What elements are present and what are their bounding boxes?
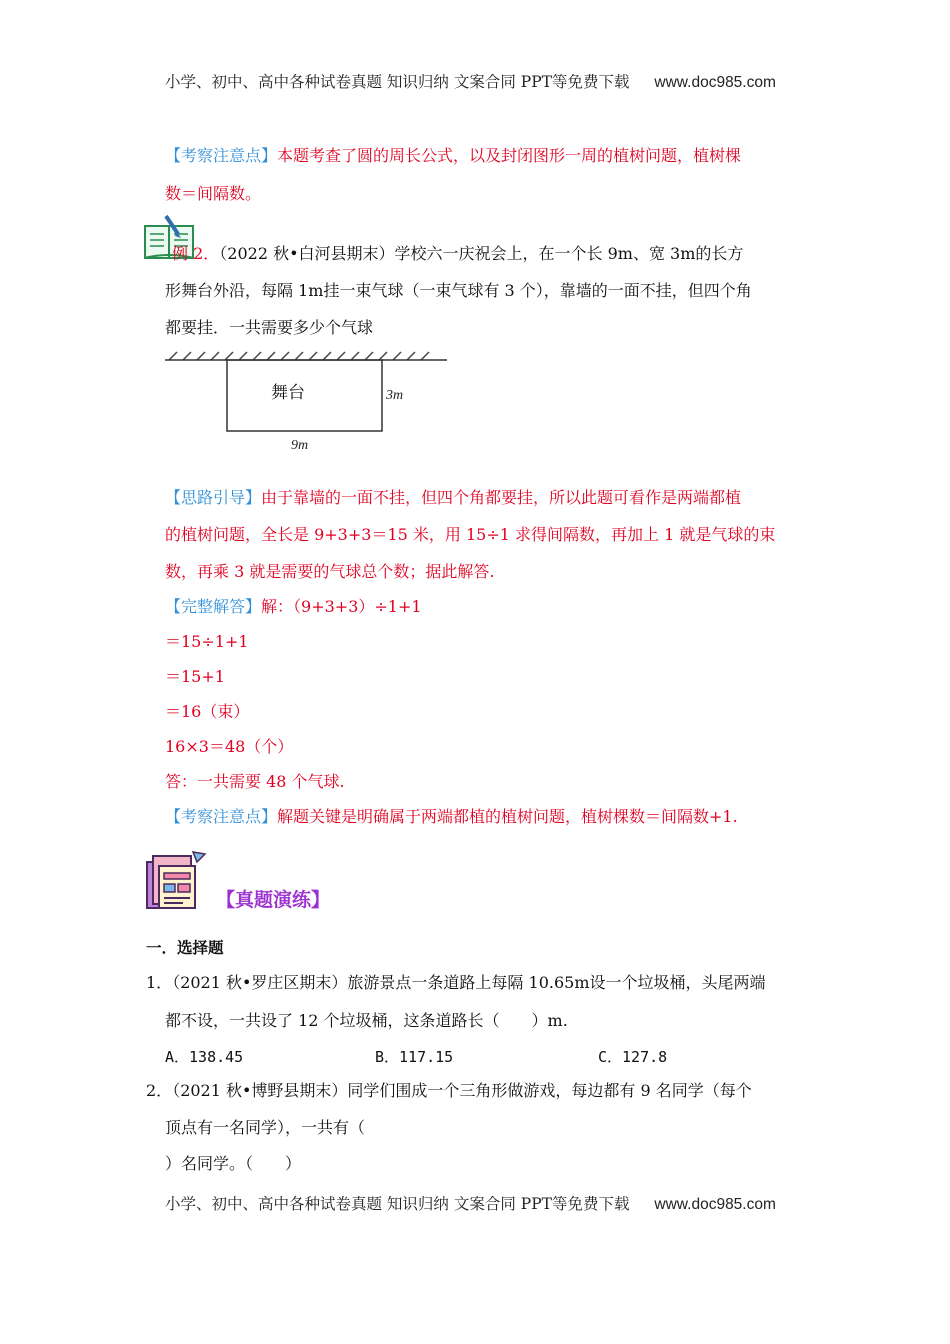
question-1-option-c[interactable]: C．127.8 — [598, 1048, 668, 1066]
note-2 — [165, 807, 738, 827]
guide-line2: 的植树问题，全长是 9+3+3＝15 米，用 15÷1 求得间隔数，再加上 1 就是气球的束 — [165, 525, 776, 544]
footer-url[interactable]: www.doc985.com — [654, 1196, 776, 1213]
guide-text-1: 由于靠墙的一面不挂，但四个角都要挂，所以此题可看作是两端都植 — [261, 488, 742, 507]
section-subtitle: 一．选择题 — [146, 938, 224, 957]
guide-line1 — [165, 488, 741, 508]
question-1-number: 1． — [146, 973, 173, 992]
page-footer — [165, 1192, 776, 1214]
question-1-option-a[interactable]: A．138.45 — [165, 1048, 244, 1066]
question-1-line2: 都不设，一共设了 12 个垃圾桶，这条道路长（ ）m. — [165, 1011, 568, 1030]
note-1 — [165, 146, 741, 166]
header-text: 小学、初中、高中各种试卷真题 知识归纳 文案合同 PPT等免费下载 — [165, 73, 630, 91]
footer-text: 小学、初中、高中各种试卷真题 知识归纳 文案合同 PPT等免费下载 — [165, 1195, 630, 1213]
example-line2: 形舞台外沿，每隔 1m挂一束气球（一束气球有 3 个），靠墙的一面不挂，但四个角 — [165, 281, 752, 300]
width-label: 9m — [291, 438, 309, 453]
guide-tag: 【思路引导】 — [165, 488, 262, 507]
question-1-line1 — [146, 973, 766, 993]
answer-line4: ＝16（束） — [165, 702, 250, 721]
answer-tag: 【完整解答】 — [165, 597, 262, 616]
guide-line3: 数，再乘 3 就是需要的气球总个数；据此解答. — [165, 562, 495, 581]
example-line1 — [172, 244, 743, 264]
section-title: 【真题演练】 — [216, 889, 331, 911]
question-2-number: 2． — [146, 1081, 173, 1100]
note-2-tag: 【考察注意点】 — [165, 807, 278, 826]
example-line3: 都要挂．一共需要多少个气球 — [165, 318, 374, 337]
answer-text-1: 解：（9+3+3）÷1+1 — [261, 597, 422, 616]
stage-figure — [165, 348, 455, 458]
question-2-line2: 顶点有一名同学），一共有（ — [165, 1118, 366, 1137]
note-1-tag: 【考察注意点】 — [165, 146, 278, 165]
answer-line6: 答：一共需要 48 个气球. — [165, 772, 345, 791]
answer-line1 — [165, 597, 422, 617]
header-url[interactable]: www.doc985.com — [654, 74, 776, 91]
height-label: 3m — [386, 388, 404, 403]
answer-line3: ＝15+1 — [165, 667, 225, 686]
note-1-line2: 数＝间隔数。 — [165, 184, 262, 203]
example-label: 例 2． — [172, 244, 220, 263]
question-2-line1 — [146, 1081, 752, 1101]
example-text-1: （2022 秋•白河县期末）学校六一庆祝会上，在一个长 9m、宽 3m的长方 — [219, 244, 744, 263]
question-1-option-b[interactable]: B．117.15 — [375, 1048, 454, 1066]
wall-hatching — [169, 352, 429, 360]
answer-line2: ＝15÷1+1 — [165, 632, 249, 651]
stage-diagram — [165, 348, 455, 458]
note-2-text: 解题关键是明确属于两端都植的植树问题，植树棵数＝间隔数+1. — [277, 807, 738, 826]
note-1-line1: 本题考查了圆的周长公式，以及封闭图形一周的植树问题，植树棵 — [277, 146, 742, 165]
question-2-line3: ）名同学。（ ） — [165, 1154, 302, 1173]
question-1-text-1: （2021 秋•罗庄区期末）旅游景点一条道路上每隔 10.65m设一个垃圾桶，头尾两端 — [172, 973, 766, 992]
page-header — [165, 70, 776, 92]
stage-label: 舞台 — [271, 383, 305, 403]
question-2-text-1: （2021 秋•博野县期末）同学们围成一个三角形做游戏，每边都有 9 名同学（每个 — [172, 1081, 752, 1100]
exam-papers-icon — [143, 848, 207, 912]
answer-line5: 16×3＝48（个） — [165, 737, 294, 756]
